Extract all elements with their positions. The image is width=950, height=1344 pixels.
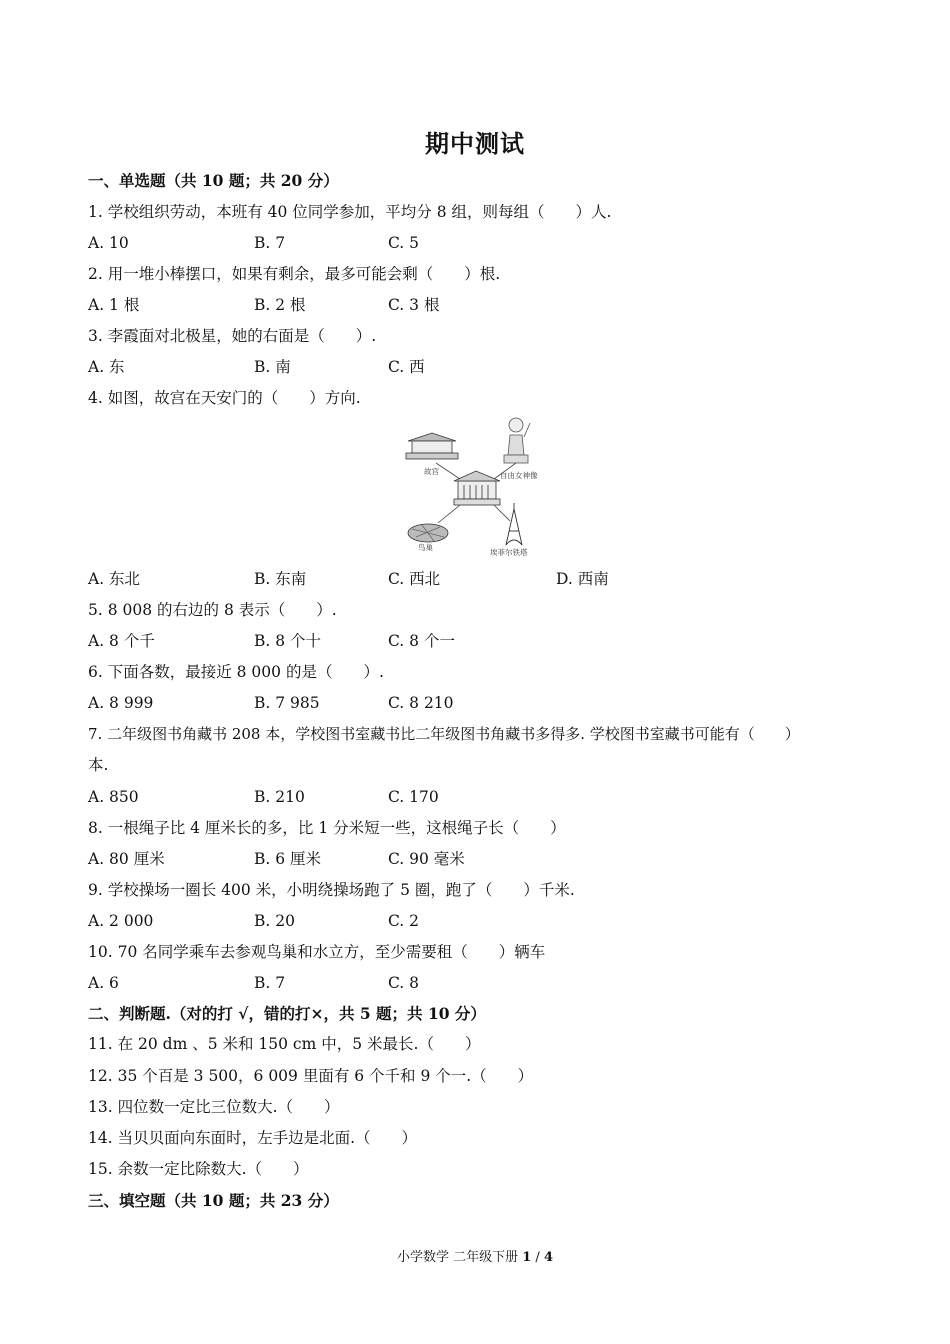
question-3: 3. 李霞面对北极星，她的右面是（ ）. — [88, 327, 377, 345]
question-10: 10. 70 名同学乘车去参观鸟巢和水立方，至少需要租（ ）辆车 — [88, 943, 546, 961]
question-15: 15. 余数一定比除数大.（ ） — [88, 1160, 309, 1178]
q3-option-a: A. 东 — [88, 358, 125, 376]
q9-option-b: B. 20 — [254, 912, 295, 930]
q4-option-b: B. 东南 — [254, 570, 307, 588]
q7-option-c: C. 170 — [388, 788, 439, 806]
q5-option-a: A. 8 个千 — [88, 632, 155, 650]
q4-option-a: A. 东北 — [88, 570, 141, 588]
footer-separator: / — [531, 1250, 544, 1265]
q2-option-a: A. 1 根 — [88, 296, 140, 314]
question-12: 12. 35 个百是 3 500，6 009 里面有 6 个千和 9 个一.（ ） — [88, 1067, 534, 1085]
q5-option-b: B. 8 个十 — [254, 632, 322, 650]
statue-of-liberty-icon — [504, 418, 530, 463]
q3-option-c: C. 西 — [388, 358, 425, 376]
question-11: 11. 在 20 dm 、5 米和 150 cm 中，5 米最长.（ ） — [88, 1035, 481, 1053]
section-heading-single-choice: 一、单选题（共 10 题；共 20 分） — [88, 171, 339, 190]
question-8: 8. 一根绳子比 4 厘米长的多，比 1 分米短一些，这根绳子长（ ） — [88, 819, 566, 837]
birds-nest-icon — [408, 524, 448, 542]
q8-option-b: B. 6 厘米 — [254, 850, 322, 868]
q2-option-c: C. 3 根 — [388, 296, 440, 314]
question-14: 14. 当贝贝面向东面时，左手边是北面.（ ） — [88, 1129, 418, 1147]
question-9: 9. 学校操场一圈长 400 米，小明绕操场跑了 5 圈，跑了（ ）千米. — [88, 881, 575, 899]
q7-option-a: A. 850 — [88, 788, 139, 806]
question-5: 5. 8 008 的右边的 8 表示（ ）. — [88, 601, 337, 619]
q10-option-a: A. 6 — [88, 974, 119, 992]
q1-option-c: C. 5 — [388, 234, 420, 252]
figure-label-eiffel-tower: 埃菲尔铁塔 — [490, 548, 528, 557]
q6-option-c: C. 8 210 — [388, 694, 454, 712]
section-heading-true-false: 二、判断题.（对的打 √，错的打×，共 5 题；共 10 分） — [88, 1004, 486, 1023]
q10-option-b: B. 7 — [254, 974, 286, 992]
forbidden-city-icon — [406, 433, 458, 459]
q4-option-c: C. 西北 — [388, 570, 441, 588]
q8-option-c: C. 90 毫米 — [388, 850, 465, 868]
q2-option-b: B. 2 根 — [254, 296, 306, 314]
tiananmen-icon — [454, 471, 500, 505]
q1-option-a: A. 10 — [88, 234, 129, 252]
footer-page-total: 4 — [543, 1250, 553, 1265]
direction-figure — [398, 415, 554, 561]
page-footer — [0, 1246, 950, 1265]
q6-option-a: A. 8 999 — [88, 694, 154, 712]
figure-label-statue-of-liberty: 自由女神像 — [500, 471, 538, 480]
q5-option-c: C. 8 个一 — [388, 632, 455, 650]
q9-option-a: A. 2 000 — [88, 912, 154, 930]
question-7: 7. 二年级图书角藏书 208 本，学校图书室藏书比二年级图书角藏书多得多. 学校图书室藏书可能有（ ） — [88, 725, 800, 743]
footer-page-number: 1 — [522, 1250, 532, 1265]
q6-option-b: B. 7 985 — [254, 694, 320, 712]
q1-option-b: B. 7 — [254, 234, 286, 252]
question-7-continued: 本. — [88, 756, 109, 774]
question-2: 2. 用一堆小棒摆口，如果有剩余，最多可能会剩（ ）根. — [88, 265, 501, 283]
figure-label-forbidden-city: 故宫 — [424, 467, 439, 476]
page-title: 期中测试 — [425, 129, 525, 158]
question-13: 13. 四位数一定比三位数大.（ ） — [88, 1098, 340, 1116]
figure-label-birds-nest: 鸟巢 — [418, 543, 433, 552]
section-heading-fill-in: 三、填空题（共 10 题；共 23 分） — [88, 1191, 339, 1210]
footer-subject: 小学数学 二年级下册 — [396, 1250, 523, 1265]
question-4: 4. 如图，故宫在天安门的（ ）方向. — [88, 389, 361, 407]
question-1: 1. 学校组织劳动，本班有 40 位同学参加，平均分 8 组，则每组（ ）人. — [88, 203, 612, 221]
q10-option-c: C. 8 — [388, 974, 420, 992]
question-6: 6. 下面各数，最接近 8 000 的是（ ）. — [88, 663, 384, 681]
q8-option-a: A. 80 厘米 — [88, 850, 165, 868]
q9-option-c: C. 2 — [388, 912, 420, 930]
q7-option-b: B. 210 — [254, 788, 305, 806]
q4-option-d: D. 西南 — [556, 570, 609, 588]
q3-option-b: B. 南 — [254, 358, 291, 376]
eiffel-tower-icon — [506, 503, 522, 545]
